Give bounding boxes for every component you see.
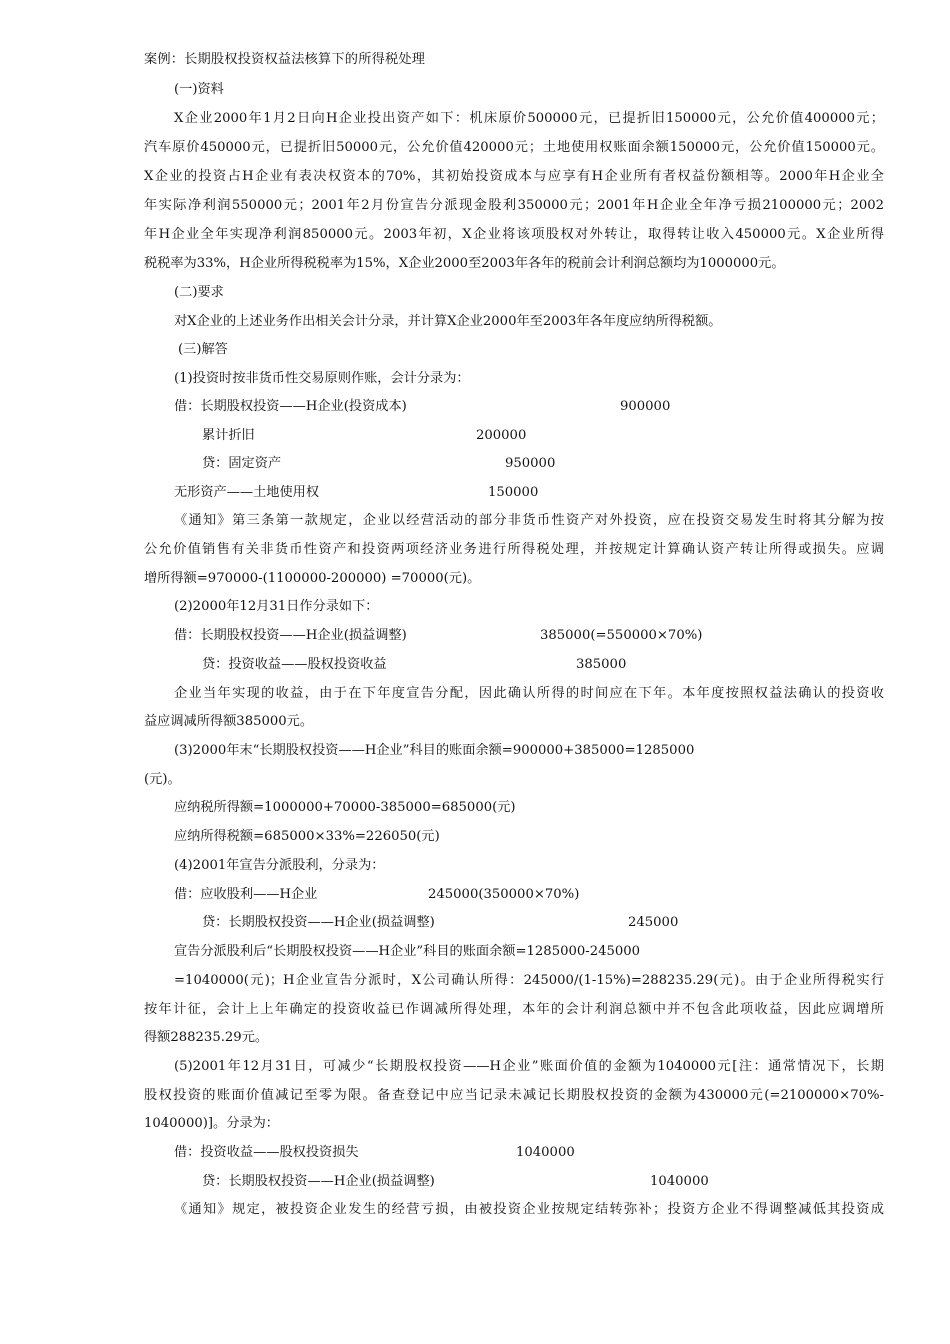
step4-note: 宣告分派股利后“长期股权投资——H企业”科目的账面余额=1285000-245000 <box>174 944 641 959</box>
journal-amount: 245000 <box>628 915 679 930</box>
journal-amount: 150000 <box>488 485 539 500</box>
step2-note: 益应调减所得额385000元。 <box>144 714 314 729</box>
step5-text: (5)2001年12月31日，可减少“长期股权投资——H企业”账面价值的金额为1040000元[注：通常情况下，长期 <box>174 1059 884 1074</box>
step4-intro: (4)2001年宣告分派股利，分录为： <box>174 858 385 873</box>
section-heading-requirements: (二)要求 <box>174 285 224 300</box>
page-title: 案例：长期股权投资权益法核算下的所得税处理 <box>144 52 426 67</box>
journal-amount: 900000 <box>620 399 671 414</box>
step2-intro: (2)2000年12月31日作分录如下： <box>174 599 379 614</box>
step2-note: 企业当年实现的收益，由于在下年度宣告分配，因此确认所得的时间应在下年。本年度按照权益法确认的投资收 <box>174 686 884 701</box>
step5-note: 《通知》规定，被投资企业发生的经营亏损，由被投资企业按规定结转弥补；投资方企业不得调整减低其投资成 <box>174 1202 884 1217</box>
journal-debit-label: 借：长期股权投资——H企业(投资成本) <box>174 399 407 414</box>
step1-note: 公允价值销售有关非货币性资产和投资两项经济业务进行所得税处理，并按规定计算确认资产转让所得或损失。应调 <box>144 542 884 557</box>
step4-note: 按年计征，会计上上年确定的投资收益已作调减所得处理，本年的会计利润总额中并不包含此项收益，因此应调增所 <box>144 1002 884 1017</box>
journal-debit-label: 累计折旧 <box>202 428 255 443</box>
step3-line: (元)。 <box>144 772 181 787</box>
section-heading-materials: (一)资料 <box>174 82 224 97</box>
journal-amount: 245000(350000×70%) <box>428 887 580 902</box>
step5-text: 1040000)]。分录为： <box>144 1116 279 1131</box>
journal-credit-label: 无形资产——土地使用权 <box>174 485 320 500</box>
journal-amount: 1040000 <box>516 1145 575 1160</box>
requirements-text: 对X企业的上述业务作出相关会计分录，并计算X企业2000年至2003年各年度应纳所得税额。 <box>174 314 722 329</box>
materials-line: X企业的投资占H企业有表决权资本的70%，其初始投资成本与应享有H企业所有者权益份额相等。2000年H企业全 <box>144 169 884 184</box>
journal-debit-label: 借：应收股利——H企业 <box>174 887 318 902</box>
step1-intro: (1)投资时按非货币性交易原则作账，会计分录为： <box>174 371 470 386</box>
step1-note: 增所得额=970000-(1100000-200000) =70000(元)。 <box>144 571 481 586</box>
materials-line: X企业2000年1月2日向H企业投出资产如下：机床原价500000元，已提折旧150000元，公允价值400000元； <box>174 111 884 126</box>
tax-payable-line: 应纳所得税额=685000×33%=226050(元) <box>174 829 440 844</box>
journal-debit-label: 借：投资收益——股权投资损失 <box>174 1145 359 1160</box>
materials-line: 税税率为33%，H企业所得税税率为15%，X企业2000至2003年各年的税前会计利润总额均为1000000元。 <box>144 256 785 271</box>
section-heading-solution: (三)解答 <box>178 342 228 357</box>
journal-amount: 385000(=550000×70%) <box>540 628 703 643</box>
journal-amount: 200000 <box>476 428 527 443</box>
journal-debit-label: 借：长期股权投资——H企业(损益调整) <box>174 628 407 643</box>
taxable-income-line: 应纳税所得额=1000000+70000-385000=685000(元) <box>174 800 516 815</box>
journal-credit-label: 贷：长期股权投资——H企业(损益调整) <box>202 1174 435 1189</box>
materials-line: 年实际净利润550000元；2001年2月份宣告分派现金股利350000元；2001年H企业全年净亏损2100000元；2002 <box>144 198 884 213</box>
journal-credit-label: 贷：投资收益——股权投资收益 <box>202 657 387 672</box>
step5-text: 股权投资的账面价值减记至零为限。备查登记中应当记录未减记长期股权投资的金额为430000元(=2100000×70%- <box>144 1088 884 1103</box>
step3-line: (3)2000年末“长期股权投资——H企业”科目的账面余额=900000+385000=1285000 <box>174 743 695 758</box>
journal-credit-label: 贷：长期股权投资——H企业(损益调整) <box>202 915 435 930</box>
step1-note: 《通知》第三条第一款规定，企业以经营活动的部分非货币性资产对外投资，应在投资交易发生时将其分解为按 <box>174 513 884 528</box>
journal-amount: 950000 <box>505 456 556 471</box>
step4-note: 得额288235.29元。 <box>144 1030 269 1045</box>
journal-amount: 385000 <box>576 657 627 672</box>
materials-line: 汽车原价450000元，已提折旧50000元，公允价值420000元；土地使用权账面余额150000元，公允价值150000元。 <box>144 140 884 155</box>
step4-note: =1040000(元)；H企业宣告分派时，X公司确认所得：245000/(1-15%)=288235.29(元)。由于企业所得税实行 <box>174 973 884 988</box>
materials-line: 年H企业全年实现净利润850000元。2003年初，X企业将该项股权对外转让，取得转让收入450000元。X企业所得 <box>144 227 884 242</box>
journal-amount: 1040000 <box>650 1174 709 1189</box>
journal-credit-label: 贷：固定资产 <box>202 456 282 471</box>
